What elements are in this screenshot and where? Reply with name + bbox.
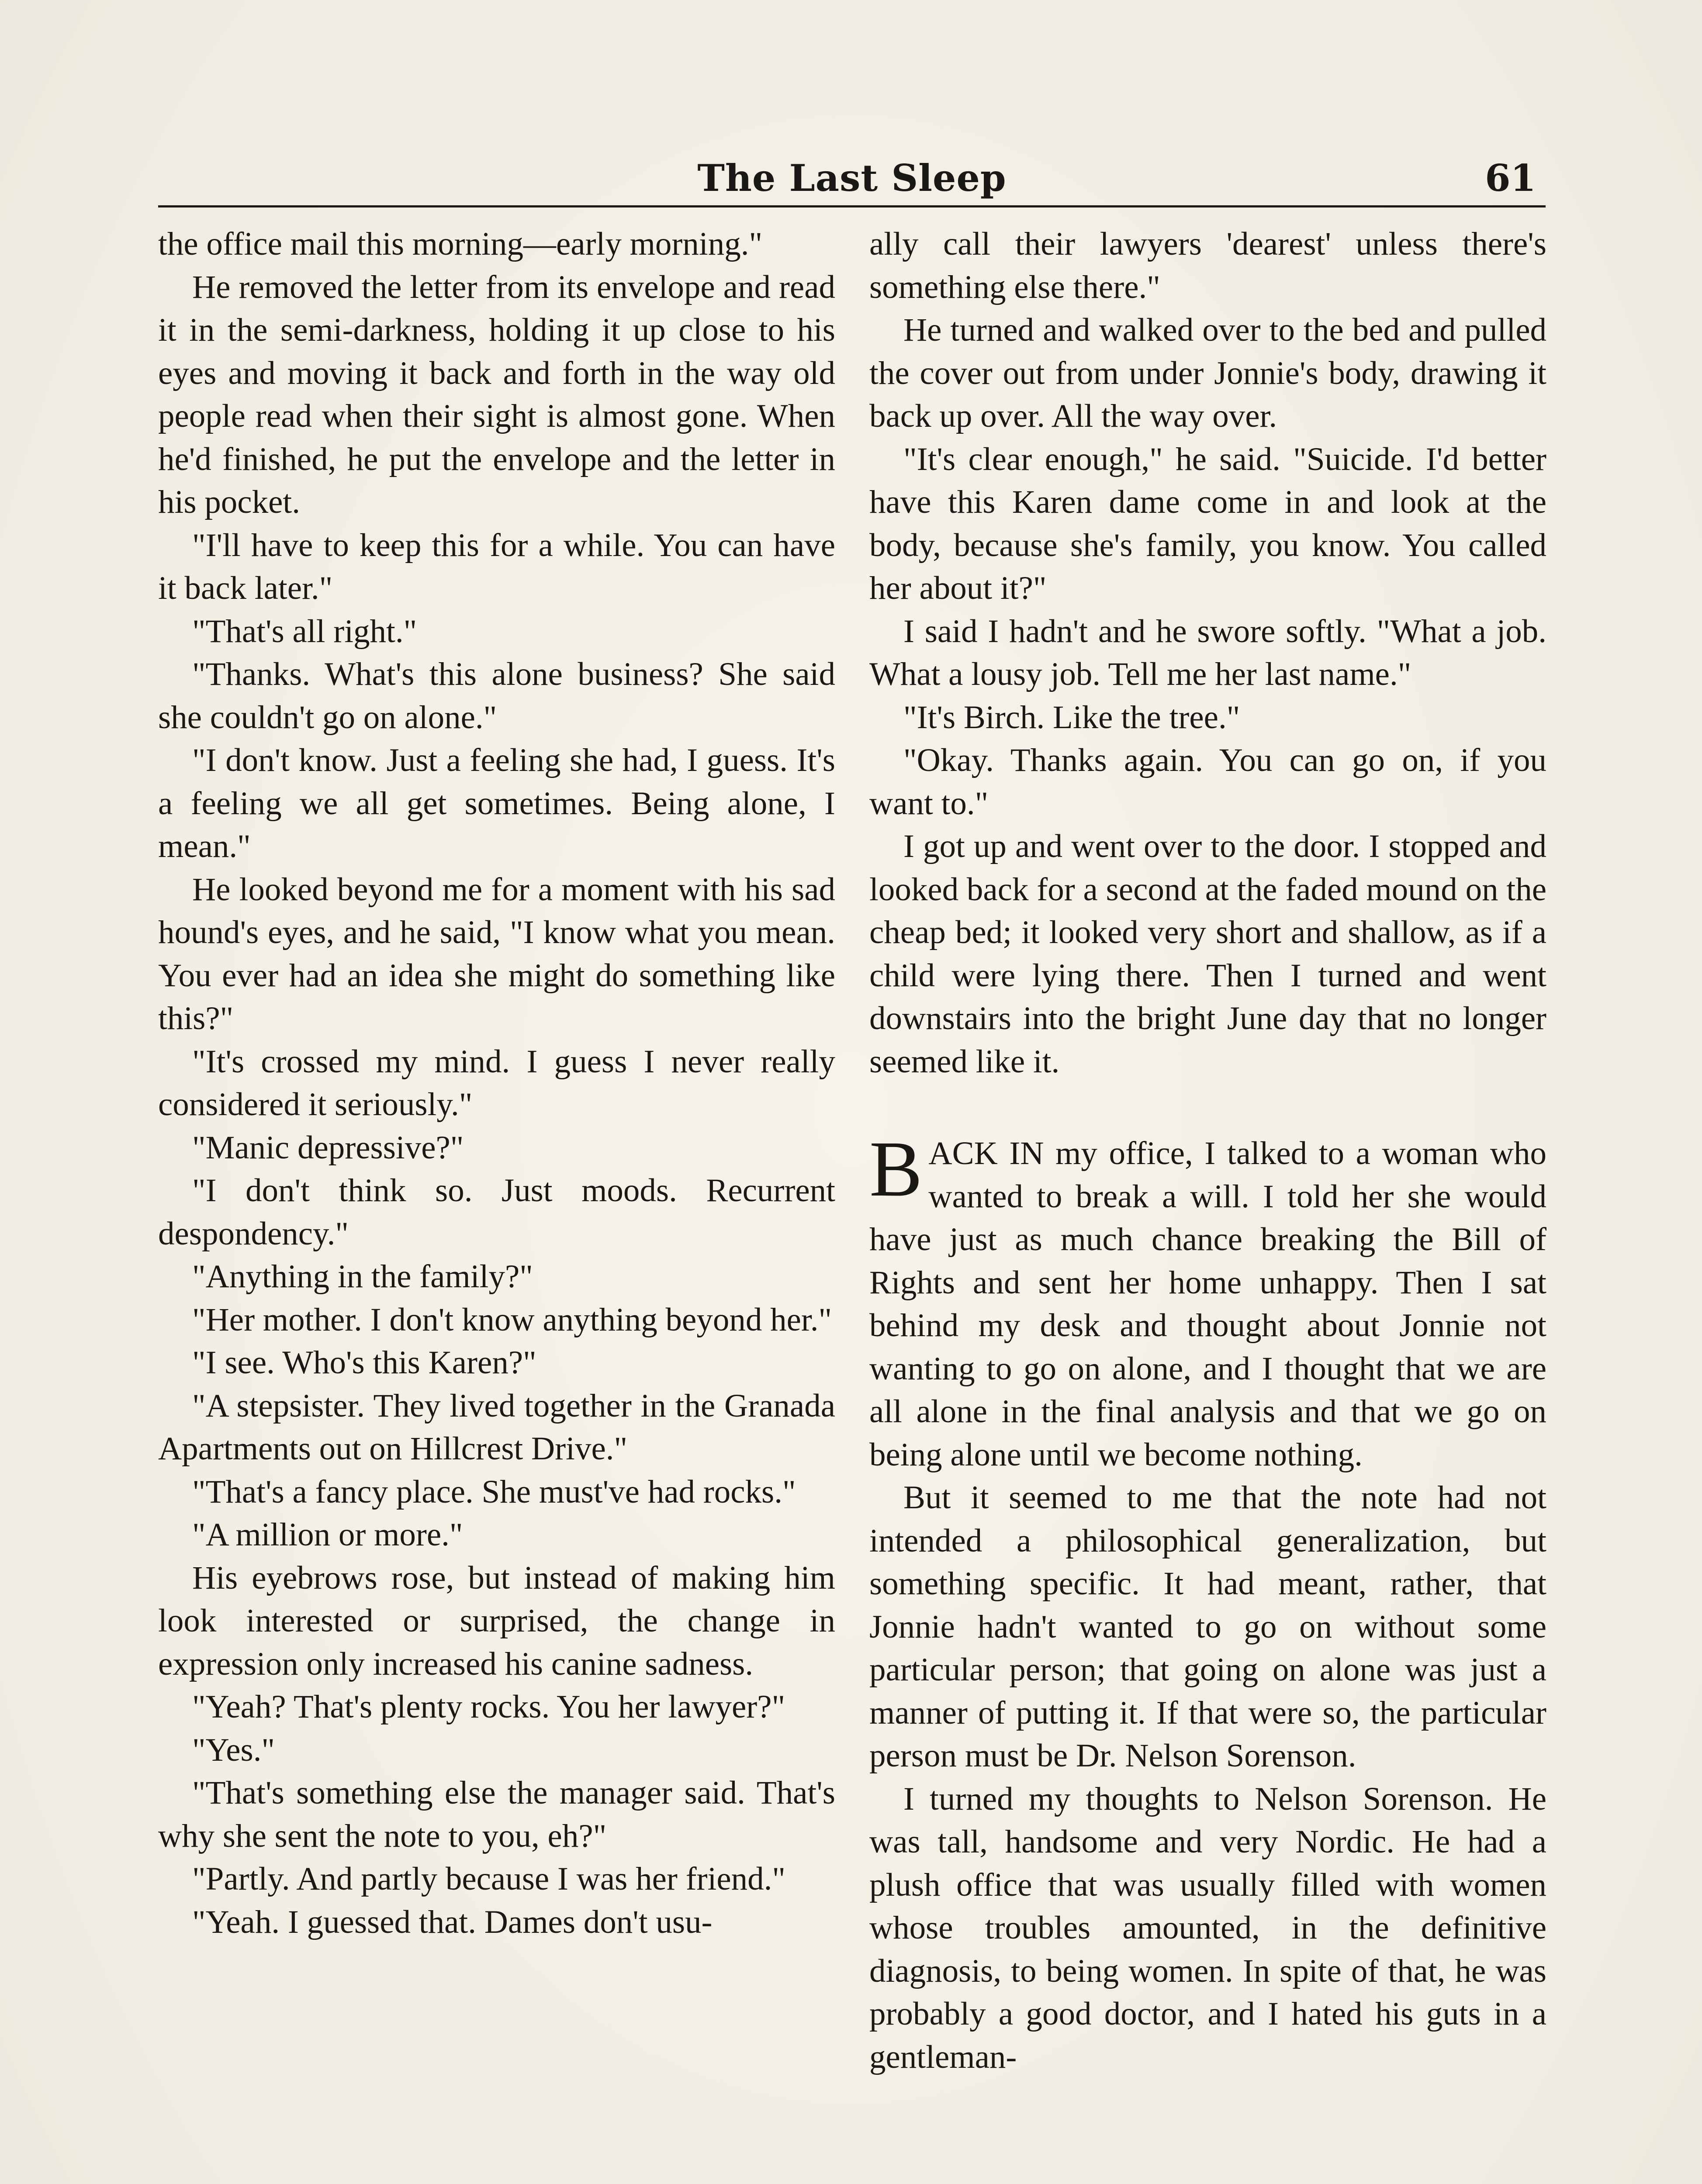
paragraph: "Okay. Thanks again. You can go on, if you want to." [869,742,1546,822]
paragraph: ally call their lawyers 'dearest' unless there's something else there." [869,226,1546,305]
paragraph: He looked beyond me for a moment with his sad hound's eyes, and he said, "I know what you mean. You ever had an idea she might do something like this?" [158,871,835,1037]
section-opening-paragraph [869,1125,1546,1476]
paragraph: He removed the letter from its envelope and read it in the semi-darkness, holding it up close to his eyes and moving it back and forth in the way old people read when their sight is almost gone. When he'd finished, he put the envelope and the letter in his pocket. [158,269,835,520]
paragraph: I got up and went over to the door. I stopped and looked back for a second at the faded mound on the cheap bed; it looked very short and shallow, as if a child were lying there. Then I turned and went downstairs into the bright June day that no longer seemed like it. [869,828,1546,1080]
paragraph: "Yeah? That's plenty rocks. You her lawyer?" [192,1689,785,1725]
paragraph: "Thanks. What's this alone business? She said she couldn't go on alone." [158,656,835,736]
section-opening-text: ACK IN my office, I talked to a woman who wanted to break a will. I told her she would have just as much chance breaking the Bill of Rights and sent her home unhappy. Then I sat behind my desk and thought about Jonnie not wanting to go on alone, and I thought that we are all alone in the final analysis and that we go on being alone until we become nothing. [869,1135,1546,1473]
paragraph: "That's a fancy place. She must've had rocks." [192,1473,796,1510]
paragraph: "Manic depressive?" [192,1129,464,1166]
header-rule [158,205,1546,207]
page-number: 61 [1485,156,1536,200]
drop-cap: B [869,1125,923,1213]
paragraph: I turned my thoughts to Nelson Sorenson. He was tall, handsome and very Nordic. He had a plush office that was usually filled with women whose troubles amounted, in the definitive diagnosis, to being women. In spite of that, he was probably a good doctor, and I hated his guts in a gentleman- [869,1780,1546,2075]
paragraph: "Anything in the family?" [192,1258,533,1295]
paragraph: "I don't know. Just a feeling she had, I guess. It's a feeling we all get sometimes. Being alone, I mean." [158,742,835,864]
paragraph: His eyebrows rose, but instead of making him look interested or surprised, the change in expression only increased his canine sadness. [158,1559,835,1682]
paragraph: He turned and walked over to the bed and pulled the cover out from under Jonnie's body, drawing it back up over. All the way over. [869,312,1546,434]
paragraph: "It's crossed my mind. I guess I never really considered it seriously." [158,1043,835,1123]
paragraph: "A stepsister. They lived together in the Granada Apartments out on Hillcrest Drive." [158,1387,835,1467]
paragraph: "A million or more." [192,1517,463,1553]
paragraph: "It's Birch. Like the tree." [903,699,1240,736]
left-column [158,223,835,2184]
paragraph: I said I hadn't and he swore softly. "What a job. What a lousy job. Tell me her last name." [869,613,1546,692]
paragraph: "Her mother. I don't know anything beyond her." [192,1301,832,1338]
running-header [158,156,1546,204]
paragraph: the office mail this morning—early morning." [158,226,763,262]
paragraph: "Yeah. I guessed that. Dames don't usu- [192,1904,713,1940]
running-title: The Last Sleep [697,156,1007,200]
paragraph: "Yes." [192,1731,275,1768]
paragraph: But it seemed to me that the note had not intended a philosophical generalization, but something specific. It had meant, rather, that Jonnie hadn't wanted to go on without some particular person; that going on alone was just a manner of putting it. If that were so, the particular person must be Dr. Nelson Sorenson. [869,1479,1546,1774]
paragraph: "I don't think so. Just moods. Recurrent despondency." [158,1172,835,1252]
paragraph: "That's all right." [192,613,417,650]
paragraph: "That's something else the manager said. That's why she sent the note to you, eh?" [158,1775,835,1854]
paragraph: "Partly. And partly because I was her friend." [192,1861,786,1897]
paragraph: "It's clear enough," he said. "Suicide. I'd better have this Karen dame come in and look at the body, because she's family, you know. You called her about it?" [869,441,1546,606]
paragraph: "I'll have to keep this for a while. You can have it back later." [158,527,835,606]
right-column [869,223,1546,2184]
paragraph: "I see. Who's this Karen?" [192,1344,536,1381]
